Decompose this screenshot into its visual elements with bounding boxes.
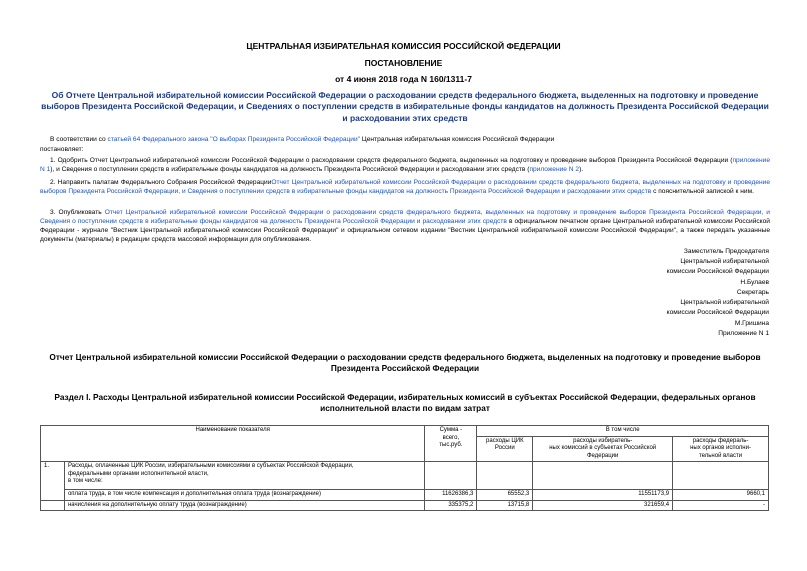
item-1-text-2: ), и Сведения о поступлении средств в избирательные фонды кандидатов на должность Президента Российской Федерации и расходовании этих средств ( [50, 165, 530, 173]
cell-cik: 65552,3 [477, 490, 533, 501]
cell-name: оплата труда, в том числе компенсация и дополнительная оплата труда (вознаграждение) [64, 490, 424, 501]
signature-block [569, 247, 769, 339]
appendix-2-link[interactable]: приложение N 2 [529, 165, 580, 173]
signature-name: М.Гришина [734, 319, 769, 327]
signature-name: Н.Булаев [740, 278, 769, 286]
item-3-text: 3. Опубликовать [50, 209, 105, 216]
section-title: Раздел I. Расходы Центральной избирательной комиссии Российской Федерации, избирательных комиссий в субъектах Российской Федерации, федеральных органов исполнительной власти по видам затрат [54, 392, 756, 414]
cell-cik: 13715,8 [477, 500, 533, 511]
item-2-text: 2. Направить палатам Федерального Собрания Российской Федерации [50, 179, 272, 186]
row-text: Расходы, оплаченные ЦИК России, избирательными комиссиями в субъектах Российской Федерации, федеральными органами исполнительной власти, в том числе: [64, 462, 424, 490]
cell-name: начисления на дополнительную оплату труда (вознаграждение) [64, 500, 424, 511]
header-federal: расходы федераль- ных органов исполни- тельной власти [673, 436, 769, 462]
item-1-text-3: ). [579, 165, 584, 173]
expenses-table [40, 425, 769, 511]
law-article-link[interactable]: статьей 64 Федерального закона "О выборах Президента Российской Федерации" [107, 136, 361, 143]
intro-paragraph [40, 136, 770, 145]
signature-line: Центральной избирательной [680, 258, 769, 266]
item-2 [40, 179, 770, 197]
resolves-text: постановляет: [40, 146, 84, 153]
intro-text: В соответствии со [50, 136, 108, 143]
header-sum: Сумма - всего, тыс.руб. [425, 426, 477, 462]
intro-text-2: Центральная избирательная комиссия Российской Федерации [360, 136, 555, 143]
row-number: 1. [41, 462, 65, 501]
item-2-text-2: с пояснительной запиской к ним. [651, 187, 754, 195]
signature-line: Секретарь [736, 288, 769, 296]
item-3 [40, 209, 770, 245]
document-title [40, 90, 770, 124]
title-prefix: Об [51, 90, 66, 100]
cell-federal: 9660,1 [673, 490, 769, 501]
cell-total: 11626386,3 [425, 490, 477, 501]
signature-line: Заместитель Председателя [683, 248, 769, 255]
report-title: Отчет Центральной избирательной комиссии Российской Федерации о расходовании средств федерального бюджета, выделенных на подготовку и проведение выборов Президента Российской Федерации [49, 352, 761, 374]
document-type: ПОСТАНОВЛЕНИЕ [364, 58, 443, 68]
header-subjects: расходы избиратель- ных комиссий в субъектах Российской Федерации [533, 436, 673, 462]
title-link[interactable]: Отчете Центральной избирательной комиссии Российской Федерации о расходовании средств федерального бюджета, выделенных на подготовку и проведение выборов Президента Российской Федерации, и Сведениях о поступлении средств в избирательные фонды кандидатов на должность Президента Российской Федерации и расходовании этих средств [41, 90, 769, 123]
cell-subjects: 321659,4 [533, 500, 673, 511]
cell-total: 335375,2 [425, 500, 477, 511]
header-cik: расходы ЦИК России [477, 436, 533, 462]
header-name: Наименование показателя [41, 426, 425, 462]
document-date-number: от 4 июня 2018 года N 160/1311-7 [335, 74, 472, 84]
report-link-3[interactable]: Отчет Центральной избирательной комиссии Российской Федерации о расходовании средств федерального бюджета, выделенных на подготовку и проведение выборов Президента Российской Федерации, и Сведения о поступлении средств в избирательные фонды кандидатов на должность Президента Российской Федерации и расходовании этих средств [40, 209, 770, 225]
item-1-text: 1. Одобрить Отчет Центральной избирательной комиссии Российской Федерации о расходовании средств федерального бюджета, выделенных на подготовку и проведение выборов Президента Российской Федерации ( [50, 157, 733, 164]
cell-federal: - [673, 500, 769, 511]
table-row [41, 500, 769, 511]
item-1 [40, 157, 770, 175]
header-including: В том числе [477, 426, 769, 437]
table-row [41, 490, 769, 501]
appendix-label: Приложение N 1 [718, 329, 769, 337]
signature-line: Центральной избирательной [680, 299, 769, 307]
item-3-text-2: в официальном печатном органе Центральной избирательной комиссии Российской Федерации - журнале "Вестник Центральной избирательной комиссии Российской Федерации" и официальном сетевом издании "Вестник Центральной избирательной комиссии Российской Федерации", а также передать указанные документы (материалы) в редакции средств массовой информации для опубликования. [40, 217, 770, 243]
report-link-2[interactable]: Отчет Центральной избирательной комиссии Российской Федерации о расходовании средств федерального бюджета, выделенных на подготовку и проведение выборов Президента Российской Федерации, и Сведения о поступлении средств в избирательные фонды кандидатов на должность Президента Российской Федерации и расходовании этих средств [40, 179, 770, 195]
cell-subjects: 11551173,9 [533, 490, 673, 501]
signature-line: комиссии Российской Федерации [666, 268, 769, 276]
signature-line: комиссии Российской Федерации [666, 309, 769, 317]
commission-title: ЦЕНТРАЛЬНАЯ ИЗБИРАТЕЛЬНАЯ КОМИССИЯ РОССИЙСКОЙ ФЕДЕРАЦИИ [246, 41, 561, 51]
appendix-1-link[interactable]: приложение N 1 [40, 157, 770, 173]
